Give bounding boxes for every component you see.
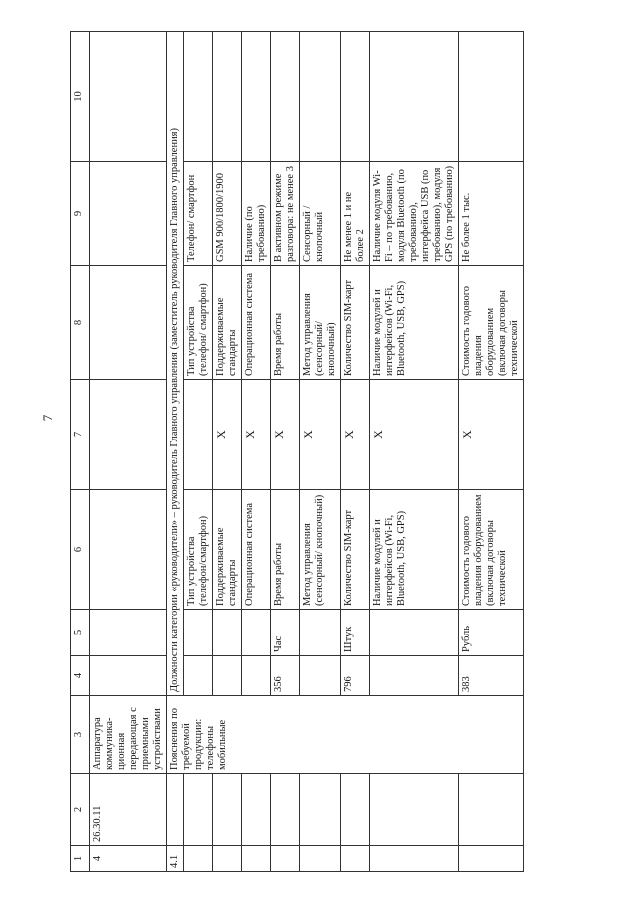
okei-code <box>213 656 242 696</box>
okei-code <box>300 656 341 696</box>
characteristic: Тип устройства (телефон/смартфон) <box>184 490 213 610</box>
value: Не менее 1 и не более 2 <box>341 162 370 266</box>
characteristic: Наличие модулей и интерфейсов (Wi-Fi, Bluetooth, USB, GPS) <box>370 490 459 610</box>
mark-x: X <box>213 380 242 490</box>
mark-x: X <box>242 380 271 490</box>
value: GSM 900/1800/1900 <box>213 162 242 266</box>
row4-sub: Пояснения по требуемой продукции: телефоны мобильные <box>167 696 524 774</box>
unit-name: Штук <box>341 610 370 656</box>
col-header-8: 8 <box>71 266 90 380</box>
unit-name: Рубль <box>459 610 524 656</box>
section-num: 4.1 <box>167 846 184 872</box>
unit-name <box>370 610 459 656</box>
col-header-1: 1 <box>71 846 90 872</box>
col-header-4: 4 <box>71 656 90 696</box>
section-title: Должности категории «руководители» – руководитель Главного управления (заместитель руководителя Главного управления) <box>167 32 184 696</box>
value: Наличие модуля Wi-Fi – по требованию, модуля Bluetooth (по требованию), интерфейса USB (по требованию), модуля GPS (по требованию) <box>370 162 459 266</box>
col-header-7: 7 <box>71 380 90 490</box>
unit-name <box>300 610 341 656</box>
row4-name: Аппаратура коммуника-ционная передающая с приемными устройствами <box>90 696 167 774</box>
characteristic-8: Операционная система <box>242 266 271 380</box>
characteristic-8: Стоимость годового владения оборудованием (включая договоры технической <box>459 266 524 380</box>
col-header-5: 5 <box>71 610 90 656</box>
unit-name <box>242 610 271 656</box>
value: Сенсорный / кнопочный <box>300 162 341 266</box>
column-number-row <box>71 32 90 872</box>
okei-code: 796 <box>341 656 370 696</box>
characteristic: Время работы <box>271 490 300 610</box>
okei-code <box>184 656 213 696</box>
characteristic-8: Количество SIM-карт <box>341 266 370 380</box>
col-header-9: 9 <box>71 162 90 266</box>
okei-code <box>242 656 271 696</box>
value: Телефон/ смартфон <box>184 162 213 266</box>
unit-name <box>184 610 213 656</box>
requirements-table <box>70 31 524 872</box>
characteristic: Количество SIM-карт <box>341 490 370 610</box>
characteristic-8: Поддерживаемые стандарты <box>213 266 242 380</box>
value: Наличие (по требованию) <box>242 162 271 266</box>
col-header-10: 10 <box>71 32 90 162</box>
characteristic: Стоимость годового владения оборудованием (включая договоры технической <box>459 490 524 610</box>
value: Не более 1 тыс. <box>459 162 524 266</box>
characteristic: Метод управления (сенсорный/ кнопочный) <box>300 490 341 610</box>
rotated-table-container <box>70 32 570 872</box>
row4-num: 4 <box>90 846 167 872</box>
characteristic-8: Тип устройства (телефон/ смартфон) <box>184 266 213 380</box>
okei-code: 356 <box>271 656 300 696</box>
mark-x: X <box>300 380 341 490</box>
okei-code <box>370 656 459 696</box>
row4-code: 26.30.11 <box>90 774 167 846</box>
col-header-6: 6 <box>71 490 90 610</box>
characteristic: Операционная система <box>242 490 271 610</box>
col-header-3: 3 <box>71 696 90 774</box>
mark-x <box>184 380 213 490</box>
mark-x: X <box>459 380 524 490</box>
mark-x: X <box>341 380 370 490</box>
mark-x: X <box>370 380 459 490</box>
section-row <box>167 32 184 872</box>
unit-name <box>213 610 242 656</box>
characteristic-8: Время работы <box>271 266 300 380</box>
table-row-4 <box>90 32 167 872</box>
characteristic-8: Наличие модулей и интерфейсов (Wi-Fi, Bluetooth, USB, GPS) <box>370 266 459 380</box>
characteristic-8: Метод управления (сенсорный/ кнопочный) <box>300 266 341 380</box>
okei-code: 383 <box>459 656 524 696</box>
page-number: 7 <box>40 414 55 422</box>
characteristic: Поддерживаемые стандарты <box>213 490 242 610</box>
col-header-2: 2 <box>71 774 90 846</box>
mark-x: X <box>271 380 300 490</box>
unit-name: Час <box>271 610 300 656</box>
value: В активном режиме разговора: не менее 3 <box>271 162 300 266</box>
